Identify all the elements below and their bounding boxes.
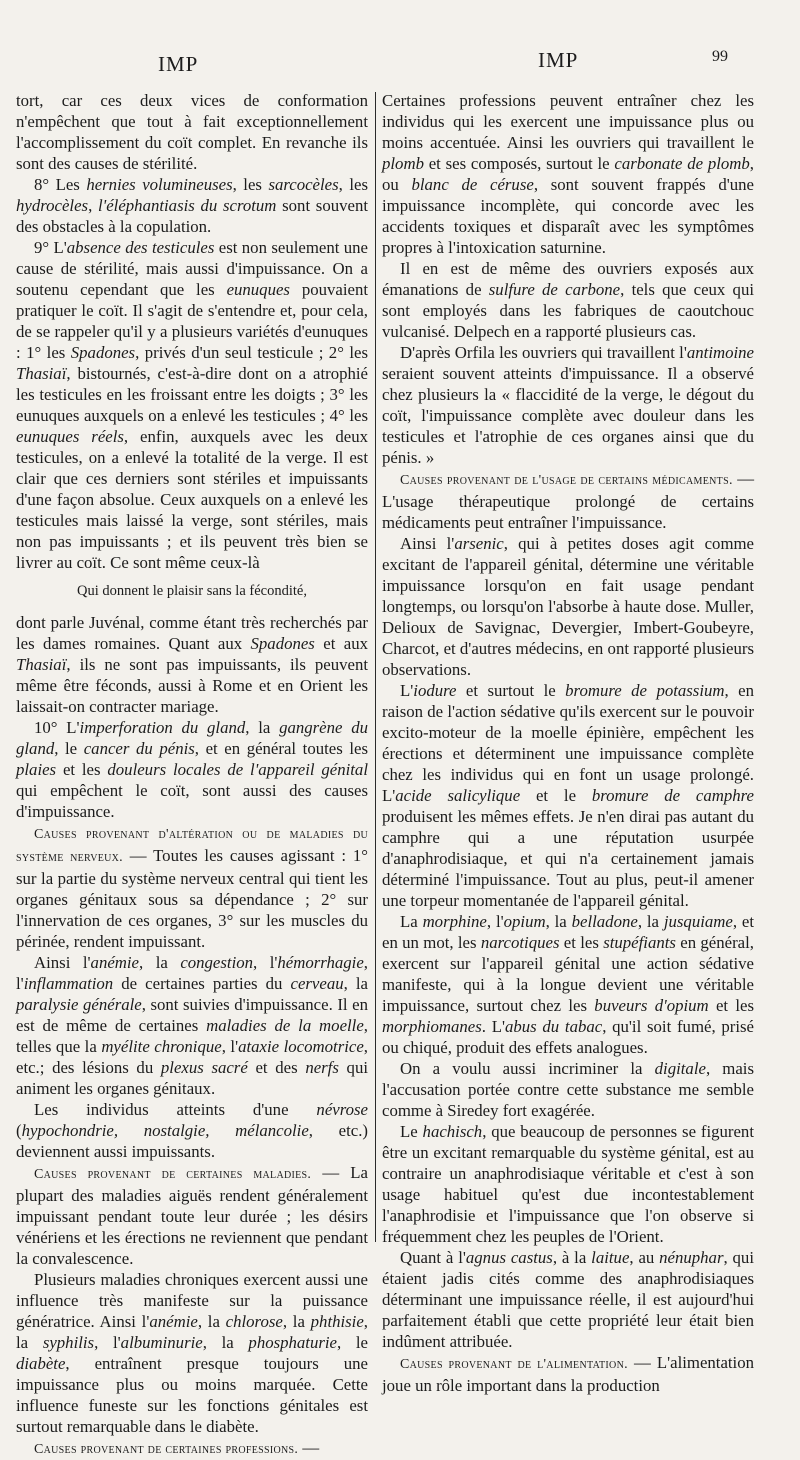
paragraph xyxy=(382,1121,754,1247)
section-heading: Causes provenant de certaines maladies. xyxy=(34,1167,312,1182)
paragraph xyxy=(382,1247,754,1352)
text-run: , mais l'accusation portée contre cette substance me semble comme à Siredey fort exagérée. xyxy=(382,1059,754,1120)
italic-term: Thasiaï xyxy=(16,364,67,383)
text-run: , telles que la xyxy=(16,1016,368,1056)
paragraph xyxy=(382,911,754,1058)
text-run: , sont souvent frappés d'une impuissance incomplète, qui concorde avec les accidents toxiques et disparaît avec les symptômes propres à l'intoxication saturnine. xyxy=(382,175,755,257)
text-run: Ainsi l' xyxy=(400,534,455,553)
text-run: La xyxy=(400,912,423,931)
text-run: ( xyxy=(16,1121,22,1140)
italic-term: gangrène du gland xyxy=(16,718,369,758)
text-run: , en raison de l'action sédative qu'ils exercent sur le pouvoir excito-moteur de la moelle épinière, empêchent les érections et déterminent une impuissance complète chez les individus qui en font un usage prolongé. L' xyxy=(382,681,755,805)
section-paragraph xyxy=(16,1437,368,1460)
paragraph xyxy=(16,174,368,237)
column-divider xyxy=(375,92,376,1242)
italic-term: jusquiame xyxy=(663,912,733,931)
page-number: 99 xyxy=(712,48,728,65)
text-run: et des xyxy=(247,1058,306,1077)
italic-term: congestion xyxy=(180,953,254,972)
text-run: et surtout le xyxy=(456,681,566,700)
text-run: , etc.; des lésions du xyxy=(16,1037,368,1077)
italic-term: plaies xyxy=(16,760,57,779)
italic-term: sarcocèles xyxy=(268,175,339,194)
paragraph xyxy=(382,258,754,342)
text-run: , xyxy=(88,196,98,215)
text-run: Quant à l' xyxy=(400,1248,466,1267)
text-run: , les xyxy=(338,175,368,194)
italic-term: buveurs d'opium xyxy=(594,996,709,1015)
italic-term: arsenic xyxy=(454,534,504,553)
text-run: , l' xyxy=(253,953,278,972)
text-run: qui animent les organes génitaux. xyxy=(16,1058,368,1098)
text-run: Plusieurs maladies chroniques exercent aussi une influence très manifeste sur la puissance génératrice. Ainsi l' xyxy=(16,1270,368,1331)
paragraph: tort, car ces deux vices de conformation n'empêchent que tout à fait exceptionnellement l'accomplissement du coït complet. En revanche ils sont des causes de stérilité. xyxy=(16,91,368,173)
text-run: , enfin, auxquels avec les deux testicules, on a enlevé la totalité de la verge. Il est clair que ces derniers sont stériles et impuissants d'une façon absolue. Ceux auxquels on a enlevé les testicules mais laissé la verge, sont stériles, mais non pas impuissants ; et ils peuvent très bien se livrer au coït. Ce sont même ceux-là xyxy=(16,427,368,572)
right-column xyxy=(382,90,755,1395)
text-run: et le xyxy=(520,786,592,805)
quotation: Qui donnent le plaisir sans la fécondité, xyxy=(77,583,307,599)
italic-term: cerveau xyxy=(290,974,344,993)
text-run: , la xyxy=(343,974,368,993)
italic-term: absence des testicules xyxy=(66,238,215,257)
text-run: , etc.) deviennent aussi impuissants. xyxy=(16,1121,368,1161)
text-run: , la xyxy=(637,912,664,931)
italic-term: belladone xyxy=(571,912,638,931)
text-run: et les xyxy=(56,760,108,779)
section-heading: Causes provenant d'altération ou de maladies du système nerveux. xyxy=(16,827,368,865)
text-run: Les individus atteints d'une xyxy=(34,1100,317,1119)
text-run: , et en un mot, les xyxy=(382,912,755,952)
paragraph xyxy=(382,533,754,680)
section-paragraph xyxy=(382,468,754,533)
italic-term: sulfure de carbone xyxy=(488,280,621,299)
italic-term: nerfs xyxy=(305,1058,339,1077)
italic-term: inflammation xyxy=(23,974,114,993)
italic-term: plexus sacré xyxy=(160,1058,248,1077)
paragraph-text: — La plupart des maladies aiguës rendent généralement impuissant pendant toute leur durée ; les désirs vénériens et les érections ne reviennent que pendant la convalescence. xyxy=(16,1163,368,1268)
text-run: , l' xyxy=(16,953,368,993)
italic-term: diabète xyxy=(16,1354,66,1373)
text-run: 8° Les xyxy=(34,175,87,194)
paragraph-text: — L'usage thérapeutique prolongé de certains médicaments peut entraîner l'impuissance. xyxy=(382,469,754,532)
paragraph xyxy=(16,952,368,1099)
italic-term: paralysie générale xyxy=(16,995,142,1014)
text-run: , la xyxy=(545,912,572,931)
italic-term: abus du tabac xyxy=(504,1017,603,1036)
italic-term: phosphaturie xyxy=(248,1333,337,1352)
text-run: et les xyxy=(559,933,604,952)
italic-term: cancer du pénis xyxy=(83,739,195,758)
italic-term: myélite chronique xyxy=(101,1037,222,1056)
paragraph xyxy=(16,612,368,717)
paragraph-text: — L'alimentation joue un rôle important dans la production xyxy=(382,1353,754,1395)
text-run: Certaines professions peuvent entraîner chez les individus qui les exercent une impuissance plus ou moins accentuée. Ainsi les ouvriers qui travaillent le xyxy=(382,91,754,152)
section-heading: Causes provenant de certaines professions. xyxy=(34,1442,299,1457)
italic-term: plomb xyxy=(382,154,424,173)
italic-term: nénuphar xyxy=(659,1248,724,1267)
italic-term: agnus castus xyxy=(465,1248,553,1267)
text-run: de certaines parties du xyxy=(113,974,291,993)
header-right-title: IMP xyxy=(538,48,579,72)
italic-term: hydrocèles xyxy=(16,196,89,215)
text-run: , le xyxy=(54,739,84,758)
text-run: . L' xyxy=(481,1017,505,1036)
paragraph xyxy=(382,342,754,468)
text-run: , bistournés, c'est-à-dire dont on a atrophié les testicules en les froissant entre les doigts ; 3° les eunuques auxquels on a enlevé les testicules ; 4° les xyxy=(16,364,368,425)
section-paragraph xyxy=(382,1352,754,1396)
italic-term: bromure de potassium xyxy=(565,681,725,700)
italic-term: douleurs locales de l'appareil génital xyxy=(107,760,368,779)
text-run: L' xyxy=(400,681,414,700)
text-run: Il en est de même des ouvriers exposés aux émanations de xyxy=(382,259,754,299)
section-heading: Causes provenant de l'alimentation. xyxy=(400,1357,628,1372)
text-run: , le xyxy=(337,1333,368,1352)
left-column xyxy=(16,90,369,1457)
paragraph xyxy=(16,717,368,822)
italic-term: antimoine xyxy=(686,343,754,362)
paragraph xyxy=(16,237,368,573)
italic-term: morphiomanes xyxy=(382,1017,482,1036)
text-run: , et en général toutes les xyxy=(194,739,368,758)
text-run: , la xyxy=(16,1312,368,1352)
italic-term: eunuques xyxy=(226,280,290,299)
italic-term: bromure de camphre xyxy=(591,786,754,805)
text-run: sont souvent des obstacles à la copulation. xyxy=(16,196,369,236)
paragraph xyxy=(382,1058,754,1121)
italic-term: hachisch xyxy=(422,1122,483,1141)
text-run: , qui à petites doses agit comme excitant de l'appareil génital, détermine une véritable impuissance lorsqu'on en fait usage pendant longtemps, ou lorsqu'on l'absorbe à haute dose. Muller, Delioux de Savignac, Devergier, Imbert-Goubeyre, Charcot, et d'autres médecins, en ont rapporté plusieurs observations. xyxy=(382,534,754,679)
text-run: est non seulement une cause de stérilité, mais aussi d'impuissance. On a soutenu cependant que les xyxy=(16,238,368,299)
text-run: , les xyxy=(232,175,269,194)
text-run: On a voulu aussi incriminer la xyxy=(400,1059,655,1078)
section-heading: Causes provenant de l'usage de certains médicaments. xyxy=(400,473,733,488)
italic-term: digitale xyxy=(654,1059,706,1078)
italic-term: narcotiques xyxy=(480,933,560,952)
text-run: , l' xyxy=(94,1333,121,1352)
text-run: , sont suivies d'impuissance. Il en est de même de certaines xyxy=(16,995,368,1035)
paragraph xyxy=(382,90,754,258)
text-run: qui empêchent le coït, sont aussi des causes d'impuissance. xyxy=(16,781,368,821)
text-run: en général, exercent sur l'appareil génital une action sédative manifeste, qui à la longue devient une véritable impuissance, surtout chez les xyxy=(382,933,754,1015)
text-run: , la xyxy=(197,1312,226,1331)
text-run: Le xyxy=(400,1122,423,1141)
paragraph xyxy=(382,680,754,911)
text-run: , privés d'un seul testicule ; 2° les xyxy=(135,343,368,362)
italic-term: albuminurie xyxy=(120,1333,203,1352)
paragraph-text: — Toutes les causes agissant : 1° sur la partie du système nerveux central qui tient les organes génitaux sous sa dépendance ; 2° sur l'innervation de ces organes, 3° sur les muscles du périnée, rendent impuissant. xyxy=(16,846,368,951)
text-run: et ses composés, surtout le xyxy=(423,154,615,173)
text-run: 9° L' xyxy=(34,238,67,257)
text-run: , l' xyxy=(486,912,504,931)
italic-term: hypochondrie, nostalgie, mélancolie xyxy=(21,1121,309,1140)
text-run: et aux xyxy=(314,634,369,653)
text-run: , la xyxy=(282,1312,311,1331)
text-run: , ils ne sont pas impuissants, ils peuvent même être féconds, aussi à Rome et en Orient les laissait-on contracter mariage. xyxy=(16,655,368,716)
italic-term: hernies volumineuses xyxy=(86,175,233,194)
italic-term: ataxie locomotrice xyxy=(238,1037,364,1056)
italic-term: imperforation du gland xyxy=(79,718,246,737)
paragraph xyxy=(16,1099,368,1162)
italic-term: Spadones xyxy=(250,634,315,653)
italic-term: maladies de la moelle xyxy=(206,1016,364,1035)
text-run: , que beaucoup de personnes se figurent être un excitant remarquable du système génital, est au contraire un anaphrodisiaque véritable et c'est à son usage habituel qu'est due incontestablement l'anaphrodisie et l'impuissance que l'on observe si fréquemment chez les peuples de l'Orient. xyxy=(382,1122,754,1246)
text-run: dont parle Juvénal, comme étant très recherchés par les dames romaines. Quant aux xyxy=(16,613,368,653)
text-run: 10° L' xyxy=(34,718,80,737)
header-left-title: IMP xyxy=(158,52,199,76)
italic-term: blanc de céruse xyxy=(411,175,534,194)
text-run: seraient souvent atteints d'impuissance. Il a observé chez plusieurs la « flaccidité de la verge, le dégout du coït, l'impuissance complète avec douleur dans les testicules et l'atrophie de ces organes ainsi que du pénis. » xyxy=(382,364,754,467)
text-run: , l' xyxy=(221,1037,239,1056)
section-paragraph xyxy=(16,822,368,952)
text-run: D'après Orfila les ouvriers qui travaillent l' xyxy=(400,343,687,362)
italic-term: phthisie xyxy=(310,1312,364,1331)
italic-term: laitue xyxy=(591,1248,630,1267)
italic-term: l'éléphantiasis du scrotum xyxy=(97,196,277,215)
text-run: Ainsi l' xyxy=(34,953,91,972)
section-paragraph xyxy=(16,1162,368,1269)
text-run: , la xyxy=(202,1333,249,1352)
paragraph-text: — xyxy=(298,1438,320,1457)
text-run: , ou xyxy=(382,154,754,194)
italic-term: opium xyxy=(503,912,546,931)
text-run: , qu'il soit fumé, prisé ou chiqué, produit des effets analogues. xyxy=(382,1017,754,1057)
text-run: , la xyxy=(245,718,280,737)
italic-term: acide salicylique xyxy=(395,786,521,805)
text-run: , la xyxy=(139,953,181,972)
italic-term: anémie xyxy=(149,1312,198,1331)
text-run: , qui étaient jadis cités comme des anaphrodisiaques déterminant une impuissance réelle, il est aujourd'hui parfaitement établi que cette propriété leur était bien indûment attribuée. xyxy=(382,1248,754,1351)
italic-term: stupéfiants xyxy=(603,933,676,952)
italic-term: Spadones xyxy=(70,343,136,362)
italic-term: névrose xyxy=(316,1100,368,1119)
text-run: , tels que ceux qui sont employés dans les fabriques de caoutchouc vulcanisé. Delpech en a rapporté plusieurs cas. xyxy=(382,280,754,341)
running-header xyxy=(0,44,800,84)
italic-term: syphilis xyxy=(42,1333,95,1352)
italic-term: carbonate de plomb xyxy=(614,154,750,173)
text-run: , entraînent presque toujours une impuissance plus ou moins marquée. Cette influence funeste sur les fonctions génitales est surtout remarquable dans le diabète. xyxy=(16,1354,368,1436)
text-run: produisent les mêmes effets. Je n'en dirai pas autant du camphre qui a une réputation usurpée d'anaphrodisiaque, et qui n'a certainement jamais déterminé l'impuissance. Tout au plus, peut-il amener une torpeur momentanée de l'appareil génital. xyxy=(382,807,754,910)
text-run: , au xyxy=(629,1248,660,1267)
text-run: et les xyxy=(708,996,754,1015)
paragraph xyxy=(16,1269,368,1437)
italic-term: hémorrhagie xyxy=(277,953,364,972)
italic-term: chlorose xyxy=(225,1312,283,1331)
text-run: pouvaient pratiquer le coït. Il s'agit de s'entendre et, pour cela, de se rappeler qu'il y a plusieurs variétés d'eunuques : 1° les xyxy=(16,280,368,362)
italic-term: anémie xyxy=(90,953,140,972)
italic-term: morphine xyxy=(422,912,487,931)
text-run: , à la xyxy=(552,1248,592,1267)
italic-term: eunuques réels xyxy=(16,427,124,446)
italic-term: Thasiaï xyxy=(16,655,67,674)
italic-term: iodure xyxy=(413,681,457,700)
